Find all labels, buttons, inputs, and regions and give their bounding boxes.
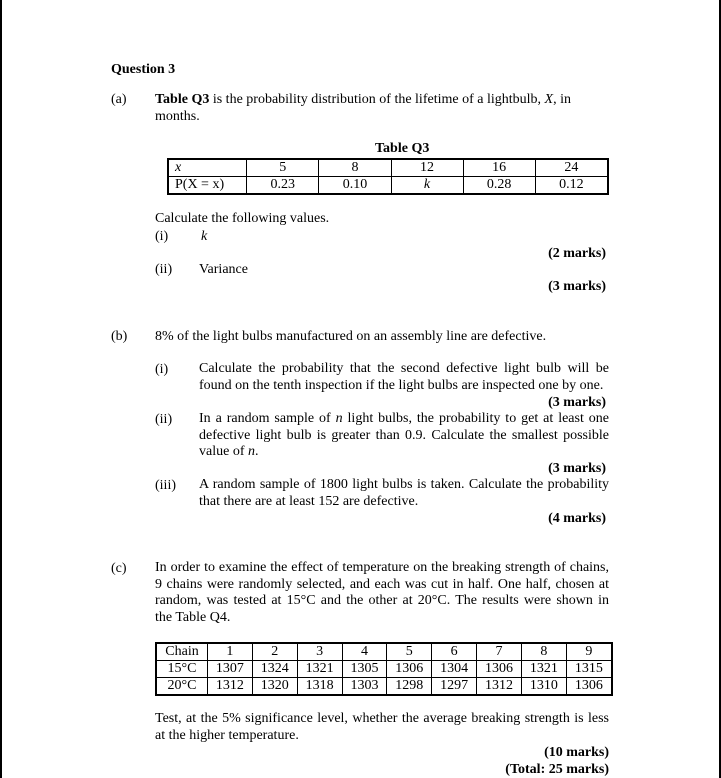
total-marks: (Total: 25 marks) — [505, 762, 609, 777]
part-c-line: random, was tested at 15°C and the other at 20°C. The results were shown in — [155, 593, 609, 608]
table-q4-cell: 1306 — [477, 661, 522, 678]
table-q3-cell: k — [391, 177, 463, 195]
part-b-item-iii-line1: A random sample of 1800 light bulbs is taken. Calculate the probability — [199, 477, 609, 492]
part-b-item-ii-line3a: value of — [199, 444, 248, 459]
table-q4-header-cell: 7 — [477, 643, 522, 661]
part-c-intro — [155, 560, 609, 626]
part-a-item-ii-marks: (3 marks) — [548, 279, 606, 294]
table-q4-cell: 15°C — [156, 661, 208, 678]
table-q4-header-row — [156, 643, 612, 661]
part-a-item-i-label: (i) — [155, 229, 169, 244]
table-q4-cell: 1324 — [252, 661, 297, 678]
part-b-item-ii-line3 — [199, 444, 609, 461]
part-c-test — [155, 711, 609, 744]
part-a-intro-bold: Table Q3 — [155, 92, 210, 107]
part-c-line: the Table Q4. — [155, 609, 231, 625]
part-b-item-i-marks: (3 marks) — [548, 395, 606, 410]
part-a-item-i-marks: (2 marks) — [548, 246, 606, 261]
table-q4-cell: 1312 — [208, 678, 253, 696]
table-q4-cell: 1310 — [521, 678, 566, 696]
table-q3-cell: 5 — [247, 159, 319, 177]
table-q4-header-cell: 8 — [521, 643, 566, 661]
part-b-item-i-label: (i) — [155, 362, 169, 377]
part-a-item-i-text: k — [201, 229, 208, 244]
table-q4-cell: 1315 — [566, 661, 612, 678]
part-a-item-ii-text: Variance — [199, 262, 248, 277]
table-q3-cell: 8 — [319, 159, 391, 177]
part-b-item-iii-marks: (4 marks) — [548, 511, 606, 526]
table-q3-row-p — [168, 177, 608, 195]
question-title: Question 3 — [111, 62, 176, 77]
part-b-item-ii-line3b: . — [254, 444, 259, 459]
table-q4-cell: 1303 — [342, 678, 387, 696]
part-b-item-ii-label: (ii) — [155, 412, 173, 427]
part-b-item-ii-var-n: n — [335, 411, 343, 426]
table-q4-cell: 1312 — [477, 678, 522, 696]
part-b-item-ii-line1a: In a random sample of — [199, 411, 336, 426]
part-b-item-ii-marks: (3 marks) — [548, 461, 606, 476]
part-b-intro: 8% of the light bulbs manufactured on an assembly line are defective. — [155, 329, 547, 344]
part-b-item-iii-label: (iii) — [155, 478, 176, 493]
table-q4-cell: 1297 — [432, 678, 477, 696]
page-edge-left — [0, 0, 2, 778]
table-q3 — [167, 158, 609, 195]
table-q3-caption: Table Q3 — [375, 141, 430, 156]
table-q4-cell: 1307 — [208, 661, 253, 678]
part-b-item-i-line1: Calculate the probability that the second defective light bulb will be — [199, 361, 609, 376]
part-a-calc-prompt: Calculate the following values. — [155, 211, 330, 226]
part-b-item-ii-line1 — [199, 411, 609, 428]
table-q4-cell: 1321 — [521, 661, 566, 678]
part-a-intro-rest-1: is the probability distribution of the lifetime of a lightbulb, — [209, 92, 545, 107]
table-q4-header-cell: 9 — [566, 643, 612, 661]
part-b-item-i-line2: found on the tenth inspection if the light bulbs are inspected one by one. — [199, 377, 604, 393]
part-b-item-iii-text — [199, 477, 609, 510]
table-q4-cell: 1320 — [252, 678, 297, 696]
part-c-test-line2: at the higher temperature. — [155, 727, 299, 743]
table-q4-header-cell: 4 — [342, 643, 387, 661]
part-a-intro-rest-2: , in — [553, 92, 571, 107]
part-a-intro — [155, 92, 571, 108]
table-q3-header-p: P(X = x) — [168, 177, 247, 195]
part-b-item-ii-line1b: light bulbs, the probability to get at least one — [342, 411, 609, 426]
part-b-item-ii-line2: defective light bulb is greater than 0.9. Calculate the smallest possible — [199, 427, 609, 443]
part-a-intro-var: X — [544, 92, 554, 107]
part-a-item-ii-label: (ii) — [155, 262, 173, 277]
table-q4-cell: 1306 — [387, 661, 432, 678]
part-c-line: In order to examine the effect of temperature on the breaking strength of chains, — [155, 560, 609, 575]
part-c-marks: (10 marks) — [544, 745, 609, 760]
table-q3-cell: 16 — [463, 159, 535, 177]
table-q3-row-x — [168, 159, 608, 177]
table-q3-cell: 12 — [391, 159, 463, 177]
table-q3-cell: 24 — [535, 159, 608, 177]
table-q4-header-cell: 2 — [252, 643, 297, 661]
table-q4-cell: 1298 — [387, 678, 432, 696]
table-q3-cell: 0.10 — [319, 177, 391, 195]
table-q3-cell: 0.23 — [247, 177, 319, 195]
table-q4-cell: 1304 — [432, 661, 477, 678]
part-a-label: (a) — [111, 92, 127, 107]
part-c-line: 9 chains were randomly selected, and each was cut in half. One half, chosen at — [155, 576, 609, 592]
part-b-label: (b) — [111, 329, 128, 344]
table-q3-header-x: x — [168, 159, 247, 177]
table-q4-header-cell: 5 — [387, 643, 432, 661]
table-q4-header-cell: 3 — [297, 643, 342, 661]
part-a-intro-line2: months. — [155, 109, 200, 124]
part-b-item-ii-var-n2: n — [247, 444, 255, 459]
table-q4 — [155, 642, 613, 696]
part-c-test-line1: Test, at the 5% significance level, whether the average breaking strength is less — [155, 711, 609, 726]
table-q4-cell: 20°C — [156, 678, 208, 696]
table-q4-header-cell: 1 — [208, 643, 253, 661]
table-q4-header-cell: 6 — [432, 643, 477, 661]
table-q4-cell: 1321 — [297, 661, 342, 678]
part-b-item-ii-text — [199, 411, 609, 461]
table-q4-cell: 1306 — [566, 678, 612, 696]
part-c-label: (c) — [111, 561, 127, 576]
table-q4-cell: 1318 — [297, 678, 342, 696]
part-b-item-iii-line2: that there are at least 152 are defective. — [199, 493, 419, 509]
table-q3-cell: 0.12 — [535, 177, 608, 195]
table-q4-cell: 1305 — [342, 661, 387, 678]
table-q4-row-15c — [156, 661, 612, 678]
table-q3-cell: 0.28 — [463, 177, 535, 195]
table-q4-header-cell: Chain — [156, 643, 208, 661]
part-b-item-i-text — [199, 361, 609, 394]
table-q4-row-20c — [156, 678, 612, 696]
